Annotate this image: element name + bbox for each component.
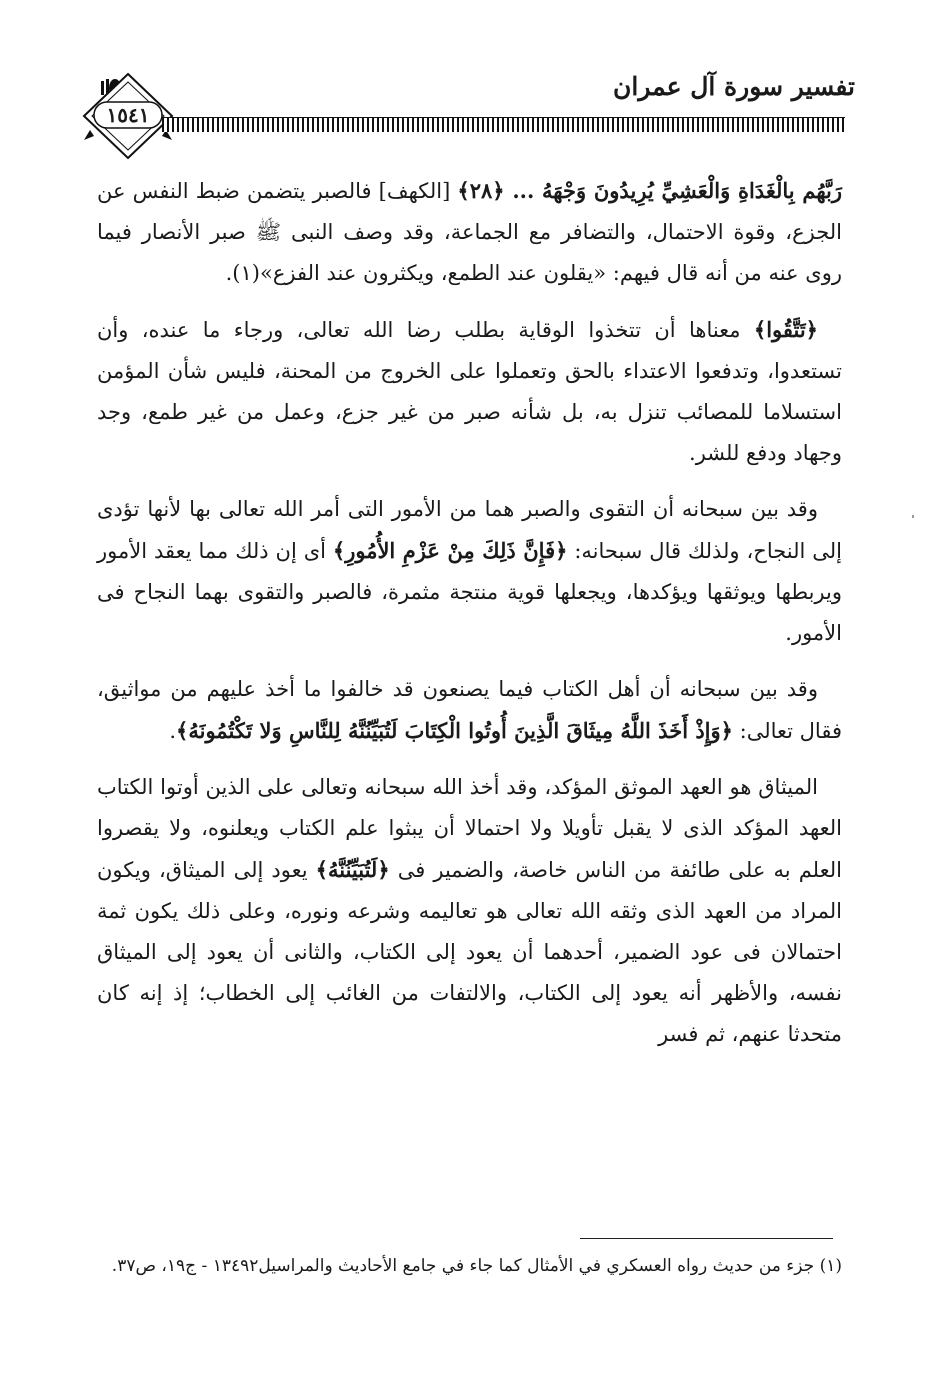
paragraph-5 xyxy=(97,767,842,1055)
running-title: تفسير سورة آل عمران xyxy=(613,72,855,101)
paragraph-text: يعود إلى الميثاق، ويكون المراد من العهد الذى وثقه الله تعالى هو تعاليمه وشرعه ونوره، وعلى ذلك يكون ثمة احتمالان فى عود الضمير، أحدهما أن يعود إلى الكتاب، والثانى أن يعود إلى الميثاق نفسه، والأظهر أنه يعود إلى الكتاب، والالتفات من الغائب إلى الخطاب؛ إذ إنه كان متحدثا عنهم، ثم فسر xyxy=(97,858,842,1046)
paragraph-3 xyxy=(97,489,842,654)
header-hatched-rule xyxy=(162,117,845,132)
paragraph-text: [الكهف] فالصبر يتضمن ضبط النفس عن الجزع، وقوة الاحتمال، والتضافر مع الجماعة، وقد وصف النبى ﷺ صبر الأنصار فيما روى عنه من أنه قال فيهم: «يقلون عند الطمع، ويكثرون عند الفزع»(١). xyxy=(97,179,842,285)
quran-verse: ﴿وَإِذْ أَخَذَ اللَّهُ مِيثَاقَ الَّذِينَ أُوتُوا الْكِتَابَ لَتُبَيِّنُنَّهُ لِلنَّاسِ وَلا تَكْتُمُونَهُ﴾ xyxy=(176,718,733,743)
paragraph-text: وقد بين سبحانه أن التقوى والصبر هما من الأمور التى أمر الله تعالى بها لأنها تؤدى إلى النجاح، ولذلك قال سبحانه: xyxy=(97,497,842,563)
quran-word: ﴿لَتُبَيِّنُنَّهُ﴾ xyxy=(315,857,390,882)
quran-word: ﴿تَتَّقُوا﴾ xyxy=(753,317,818,342)
paragraph-text: معناها أن تتخذوا الوقاية بطلب رضا الله تعالى، ورجاء ما عنده، وأن تستعدوا، وتدفعوا الاعتداء بالحق وتعملوا على الخروج من المحنة، فليس شأن المؤمن استسلاما للمصائب تنزل به، بل شأنه صبر من غير جزع، وعمل من غير طمع، وجد وجهاد ودفع للشر. xyxy=(97,318,842,465)
paragraph-text: أى إن ذلك مما يعقد الأمور ويربطها ويوثقها ويؤكدها، ويجعلها قوية منتجة مثمرة، فالصبر والتقوى بهما النجاح فى الأمور. xyxy=(97,539,842,645)
paragraph-text: وقد بين سبحانه أن أهل الكتاب فيما يصنعون قد خالفوا ما أخذ عليهم من مواثيق، فقال تعالى: xyxy=(97,677,842,743)
quran-verse: ﴿فَإِنَّ ذَلِكَ مِنْ عَزْمِ الأُمُورِ﴾ xyxy=(332,538,568,563)
page-number: ١٥٤١ xyxy=(106,103,150,127)
footnote-separator xyxy=(580,1238,833,1239)
quran-verse: رَبَّهُم بِالْغَدَاةِ وَالْعَشِيِّ يُرِيدُونَ وَجْهَهُ ... ﴿٢٨﴾ xyxy=(457,178,842,203)
paragraph-4 xyxy=(97,669,842,752)
scan-speck xyxy=(912,515,914,518)
paragraph-1 xyxy=(97,170,842,294)
main-text xyxy=(97,170,842,1070)
footnote-text: (١) جزء من حديث رواه العسكري في الأمثال كما جاء في جامع الأحاديث والمراسيل١٣٤٩٢ - ج١٩، ص٣٧. xyxy=(111,1256,842,1276)
paragraph-2 xyxy=(97,309,842,474)
paragraph-text: الميثاق هو العهد الموثق المؤكد، وقد أخذ الله سبحانه وتعالى على الذين أوتوا الكتاب العهد المؤكد الذى لا يقبل تأويلا ولا احتمالا أن يبثوا علم الكتاب ويعلنوه، ولا يقصروا العلم به على طائفة من الناس خاصة، والضمير فى xyxy=(97,775,842,882)
page-header xyxy=(0,0,925,170)
paragraph-text: . xyxy=(169,719,177,743)
footnote xyxy=(97,1250,842,1282)
